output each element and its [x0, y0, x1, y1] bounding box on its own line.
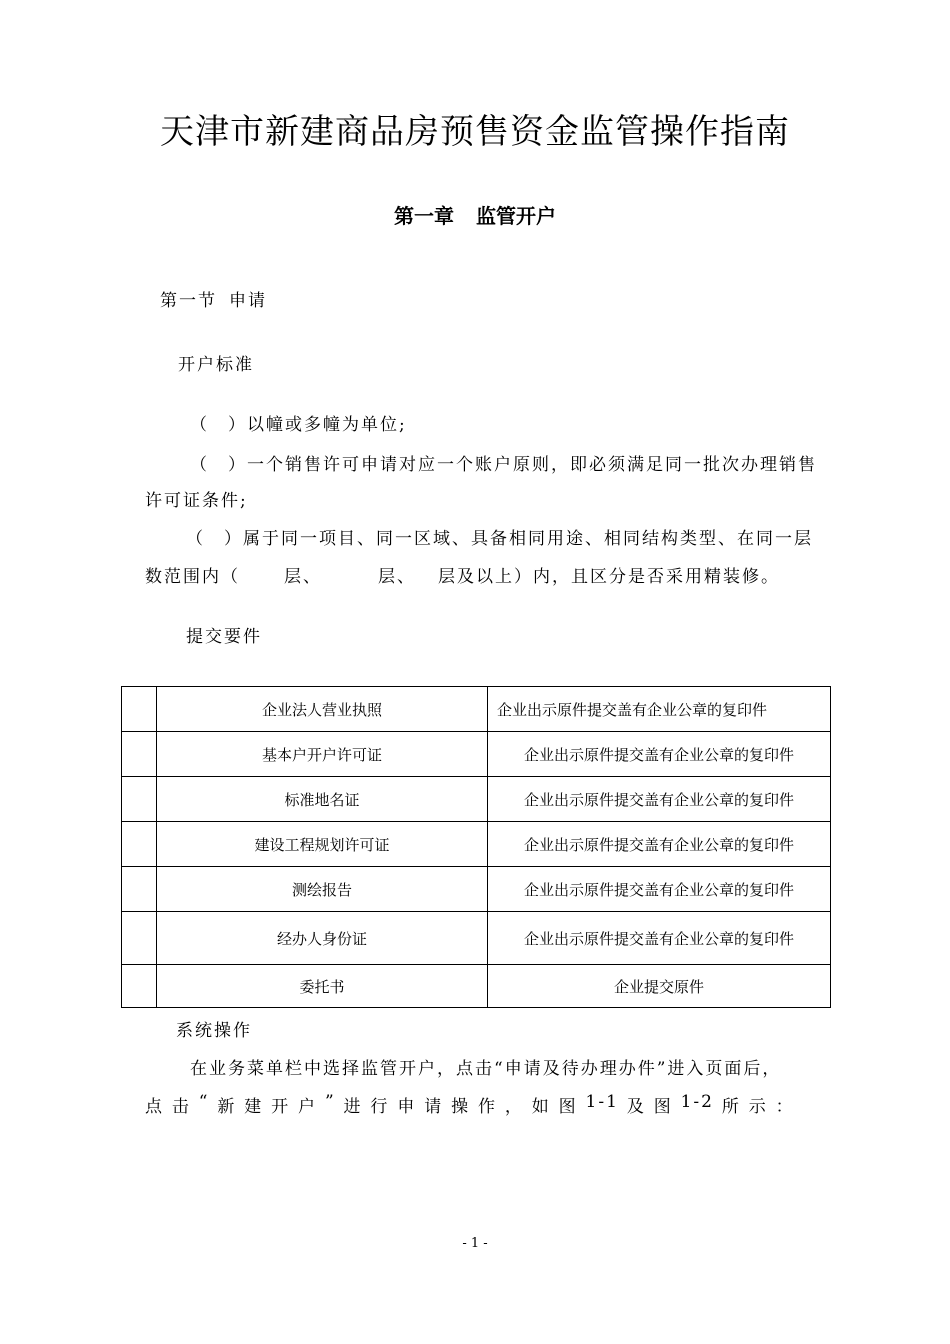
- table-row: [122, 687, 831, 732]
- paragraph-token: 1-1: [585, 1092, 619, 1112]
- paragraph-token: 申: [397, 1097, 417, 1117]
- standard-item-2-line-2: 许可证条件;: [145, 491, 248, 511]
- submit-docs-heading: 提交要件: [186, 627, 262, 647]
- paragraph-token: 行: [370, 1097, 390, 1117]
- paragraph-token: 图: [558, 1097, 578, 1117]
- doc-name: 标准地名证: [157, 777, 488, 822]
- table-row: [122, 912, 831, 965]
- table-row: [122, 965, 831, 1008]
- doc-requirement: 企业出示原件提交盖有企业公章的复印件: [488, 777, 831, 822]
- document-title: 天津市新建商品房预售资金监管操作指南: [160, 112, 790, 152]
- section-heading: [160, 286, 267, 311]
- paragraph-token: 及: [626, 1097, 646, 1117]
- paragraph-token: 操: [451, 1097, 471, 1117]
- doc-requirement: 企业出示原件提交盖有企业公章的复印件: [488, 912, 831, 965]
- chapter-name: 监管开户: [476, 204, 556, 228]
- paragraph-token: 示: [748, 1097, 768, 1117]
- paragraph-token: 击: [171, 1097, 191, 1117]
- open-standard-heading: 开户标准: [178, 355, 254, 375]
- doc-requirement: 企业提交原件: [488, 965, 831, 1008]
- doc-requirement: 企业出示原件提交盖有企业公章的复印件: [488, 867, 831, 912]
- doc-name: 基本户开户许可证: [157, 732, 488, 777]
- paragraph-token: 1-2: [680, 1092, 714, 1112]
- paragraph-token: 进: [343, 1097, 363, 1117]
- standard-item-3-line-2: [145, 562, 780, 587]
- paragraph-token: 如: [531, 1097, 551, 1117]
- floor-range-prefix: 数范围内（: [145, 567, 240, 587]
- row-number: [122, 732, 157, 777]
- paragraph-token: ”: [324, 1092, 336, 1112]
- chapter-number: 第一章: [394, 204, 454, 228]
- row-number: [122, 822, 157, 867]
- floor-range-3: 层及以上）内，且区分是否采用精装修。: [438, 567, 780, 587]
- floor-range-1: 层、: [284, 567, 322, 587]
- system-ops-paragraph-line-2: [145, 1092, 795, 1117]
- section-number: 第一节: [160, 291, 217, 311]
- paragraph-token: 建: [244, 1097, 264, 1117]
- paragraph-token: ：: [775, 1097, 795, 1117]
- paragraph-token: 户: [298, 1097, 318, 1117]
- system-ops-heading: 系统操作: [176, 1021, 252, 1041]
- doc-requirement: 企业出示原件提交盖有企业公章的复印件: [488, 732, 831, 777]
- standard-item-3-line-1: （ ）属于同一项目、同一区域、具备相同用途、相同结构类型、在同一层: [186, 529, 813, 549]
- doc-requirement: 企业出示原件提交盖有企业公章的复印件: [488, 822, 831, 867]
- row-number: [122, 912, 157, 965]
- doc-name: 企业法人营业执照: [157, 687, 488, 732]
- row-number: [122, 867, 157, 912]
- submit-docs-table: [121, 686, 831, 1008]
- table-row: [122, 777, 831, 822]
- doc-requirement: 企业出示原件提交盖有企业公章的复印件: [488, 687, 831, 732]
- floor-range-2: 层、: [378, 567, 416, 587]
- paragraph-token: 新: [217, 1097, 237, 1117]
- page-number: - 1 -: [462, 1236, 488, 1251]
- table-row: [122, 867, 831, 912]
- doc-name: 建设工程规划许可证: [157, 822, 488, 867]
- system-ops-paragraph-line-1: 在业务菜单栏中选择监管开户，点击“申请及待办理办件”进入页面后，: [190, 1059, 782, 1079]
- doc-name: 委托书: [157, 965, 488, 1008]
- row-number: [122, 777, 157, 822]
- row-number: [122, 687, 157, 732]
- paragraph-token: “: [198, 1092, 210, 1112]
- paragraph-token: 开: [271, 1097, 291, 1117]
- section-name: 申请: [229, 291, 267, 311]
- table-row: [122, 732, 831, 777]
- paragraph-token: 作: [477, 1097, 497, 1117]
- paragraph-token: ，: [504, 1097, 524, 1117]
- standard-item-1: （ ）以幢或多幢为单位;: [190, 415, 407, 435]
- standard-item-2-line-1: （ ）一个销售许可申请对应一个账户原则，即必须满足同一批次办理销售: [190, 455, 817, 475]
- row-number: [122, 965, 157, 1008]
- doc-name: 测绘报告: [157, 867, 488, 912]
- paragraph-token: 所: [721, 1097, 741, 1117]
- paragraph-token: 点: [145, 1097, 164, 1117]
- chapter-heading: [0, 200, 950, 229]
- paragraph-token: 图: [653, 1097, 673, 1117]
- table-row: [122, 822, 831, 867]
- doc-name: 经办人身份证: [157, 912, 488, 965]
- paragraph-token: 请: [424, 1097, 444, 1117]
